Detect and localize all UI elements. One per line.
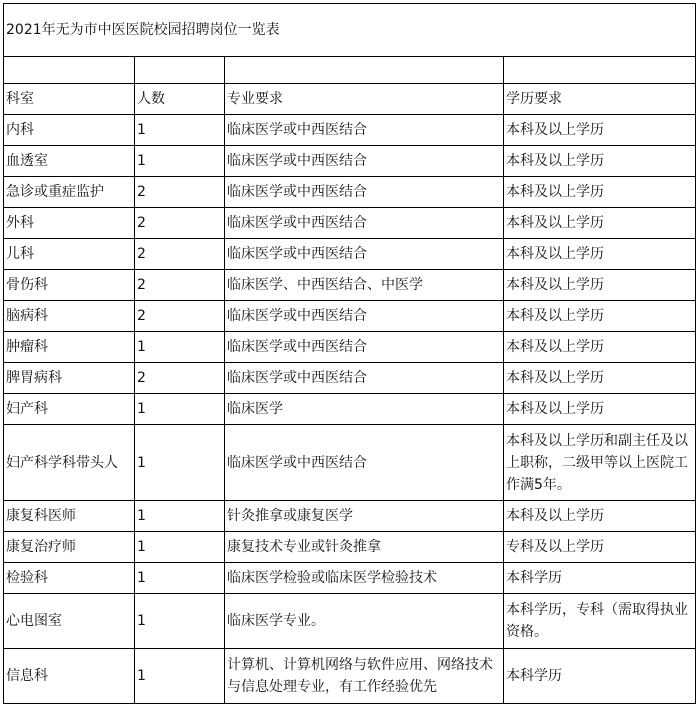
major-cell: 临床医学或中西医结合 <box>225 208 504 239</box>
table-row <box>4 501 696 532</box>
table-row <box>4 649 696 704</box>
count-cell: 2 <box>135 363 225 394</box>
table-row <box>4 146 696 177</box>
major-cell: 针灸推拿或康复医学 <box>225 501 504 532</box>
major-cell: 临床医学或中西医结合 <box>225 239 504 270</box>
title-row <box>4 4 696 57</box>
count-cell: 1 <box>135 532 225 563</box>
count-cell: 1 <box>135 594 225 649</box>
major-cell: 临床医学或中西医结合 <box>225 425 504 501</box>
edu-cell: 专科及以上学历 <box>504 532 696 563</box>
table-row <box>4 115 696 146</box>
dept-cell: 康复科医师 <box>4 501 135 532</box>
count-cell: 1 <box>135 332 225 363</box>
dept-cell: 肿瘤科 <box>4 332 135 363</box>
table-row <box>4 532 696 563</box>
edu-cell: 本科及以上学历 <box>504 394 696 425</box>
dept-cell: 信息科 <box>4 649 135 704</box>
major-cell: 临床医学或中西医结合 <box>225 363 504 394</box>
count-cell: 2 <box>135 177 225 208</box>
table-row <box>4 270 696 301</box>
count-cell: 1 <box>135 563 225 594</box>
dept-cell: 检验科 <box>4 563 135 594</box>
major-cell: 临床医学 <box>225 394 504 425</box>
dept-cell: 妇产科学科带头人 <box>4 425 135 501</box>
table-row <box>4 425 696 501</box>
major-cell: 临床医学、中西医结合、中医学 <box>225 270 504 301</box>
header-row <box>4 84 696 115</box>
dept-cell: 骨伤科 <box>4 270 135 301</box>
table-row <box>4 563 696 594</box>
edu-cell: 本科学历 <box>504 649 696 704</box>
major-cell: 临床医学或中西医结合 <box>225 146 504 177</box>
header-count: 人数 <box>135 84 225 115</box>
count-cell: 2 <box>135 208 225 239</box>
header-edu: 学历要求 <box>504 84 696 115</box>
major-cell: 临床医学或中西医结合 <box>225 177 504 208</box>
major-cell: 临床医学检验或临床医学检验技术 <box>225 563 504 594</box>
edu-cell: 本科及以上学历 <box>504 363 696 394</box>
edu-cell: 本科学历，专科（需取得执业资格。 <box>504 594 696 649</box>
edu-cell: 本科及以上学历 <box>504 208 696 239</box>
dept-cell: 儿科 <box>4 239 135 270</box>
edu-cell: 本科及以上学历 <box>504 177 696 208</box>
edu-cell: 本科及以上学历和副主任及以上职称，二级甲等以上医院工作满5年。 <box>504 425 696 501</box>
dept-cell: 康复治疗师 <box>4 532 135 563</box>
table-row <box>4 208 696 239</box>
major-cell: 临床医学或中西医结合 <box>225 332 504 363</box>
table-row <box>4 177 696 208</box>
edu-cell: 本科及以上学历 <box>504 146 696 177</box>
dept-cell: 内科 <box>4 115 135 146</box>
table-row <box>4 594 696 649</box>
table-row <box>4 239 696 270</box>
major-cell: 临床医学或中西医结合 <box>225 115 504 146</box>
major-cell: 临床医学专业。 <box>225 594 504 649</box>
dept-cell: 脾胃病科 <box>4 363 135 394</box>
edu-cell: 本科及以上学历 <box>504 270 696 301</box>
edu-cell: 本科及以上学历 <box>504 301 696 332</box>
blank-row <box>4 57 696 84</box>
header-major: 专业要求 <box>225 84 504 115</box>
edu-cell: 本科及以上学历 <box>504 332 696 363</box>
table-title: 2021年无为市中医医院校园招聘岗位一览表 <box>4 4 696 57</box>
dept-cell: 心电图室 <box>4 594 135 649</box>
edu-cell: 本科学历 <box>504 563 696 594</box>
edu-cell: 本科及以上学历 <box>504 501 696 532</box>
dept-cell: 血透室 <box>4 146 135 177</box>
count-cell: 1 <box>135 501 225 532</box>
table-row <box>4 332 696 363</box>
dept-cell: 妇产科 <box>4 394 135 425</box>
dept-cell: 急诊或重症监护 <box>4 177 135 208</box>
header-dept: 科室 <box>4 84 135 115</box>
major-cell: 康复技术专业或针灸推拿 <box>225 532 504 563</box>
edu-cell: 本科及以上学历 <box>504 115 696 146</box>
count-cell: 2 <box>135 270 225 301</box>
table-row <box>4 301 696 332</box>
count-cell: 1 <box>135 649 225 704</box>
recruitment-table <box>3 3 696 704</box>
table-row <box>4 363 696 394</box>
count-cell: 1 <box>135 115 225 146</box>
major-cell: 临床医学或中西医结合 <box>225 301 504 332</box>
dept-cell: 外科 <box>4 208 135 239</box>
count-cell: 1 <box>135 425 225 501</box>
major-cell: 计算机、计算机网络与软件应用、网络技术与信息处理专业，有工作经验优先 <box>225 649 504 704</box>
dept-cell: 脑病科 <box>4 301 135 332</box>
count-cell: 2 <box>135 239 225 270</box>
count-cell: 1 <box>135 394 225 425</box>
table-row <box>4 394 696 425</box>
count-cell: 2 <box>135 301 225 332</box>
count-cell: 1 <box>135 146 225 177</box>
edu-cell: 本科及以上学历 <box>504 239 696 270</box>
